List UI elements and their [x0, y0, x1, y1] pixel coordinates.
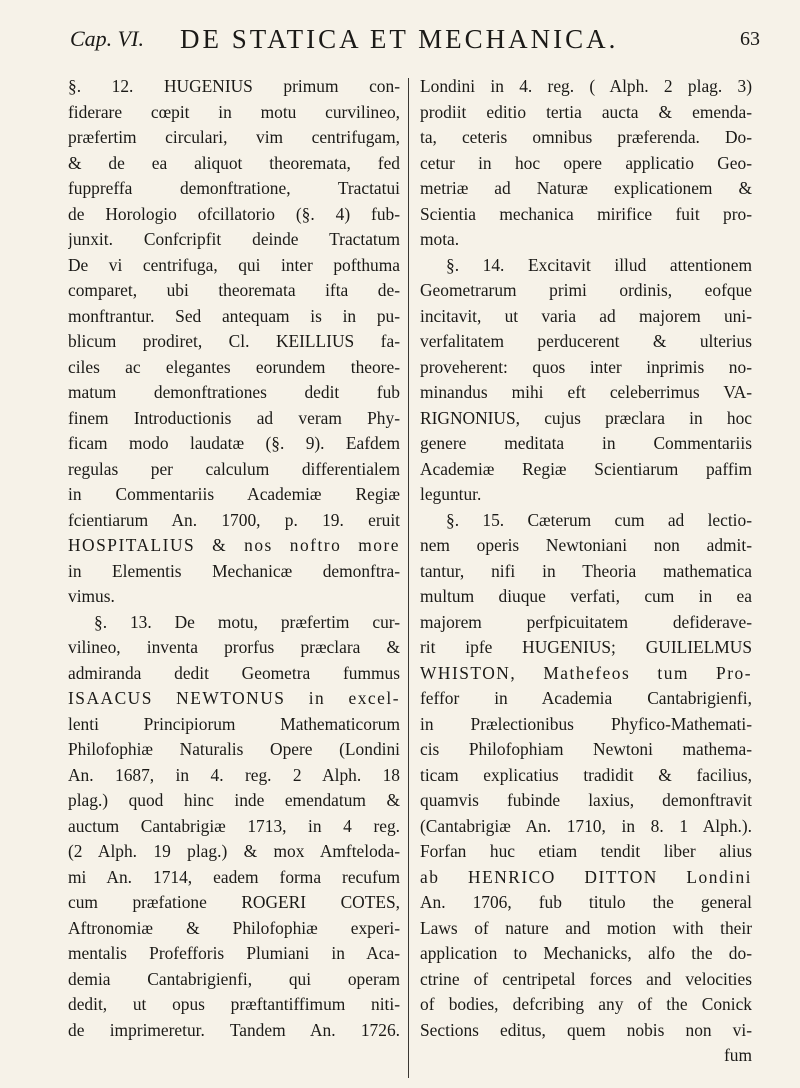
text-line: incitavit, ut varia ad majorem uni- [420, 305, 752, 326]
text-line: fiderare cœpit in motu curvilineo, [68, 101, 400, 122]
text-line: mentalis Profefforis Plumiani in Aca- [68, 943, 400, 963]
text-line: leguntur. [420, 484, 482, 504]
text-line: ticam explicatius tradidit & facilius, [420, 764, 752, 785]
text-line: feffor in Academia Cantabrigienfi, [420, 688, 752, 708]
chapter-label: Cap. VI. [70, 26, 144, 51]
text-line: de imprimeretur. Tandem An. 1726. [68, 1019, 400, 1040]
text-line: dedit, ut opus præftantiffimum niti- [68, 994, 400, 1014]
text-line: Scientia mechanica mirifice fuit pro- [420, 203, 752, 224]
page-number: 63 [740, 28, 760, 50]
text-line: §. 15. Cæterum cum ad lectio- [446, 509, 752, 530]
text-line: quamvis fubinde laxius, demonftravit [420, 790, 752, 810]
text-line: admiranda dedit Geometra fummus [68, 662, 400, 683]
text-line: Academiæ Regiæ Scientiarum paffim [420, 458, 752, 479]
text-line: ctrine of centripetal forces and velocities [420, 968, 752, 989]
text-line: in Commentariis Academiæ Regiæ [68, 484, 400, 504]
text-line: comparet, ubi theoremata ifta de- [68, 280, 400, 300]
text-line: demia Cantabrigienfi, qui operam [68, 968, 400, 989]
text-line: majorem perfpicuitatem defiderave- [420, 611, 752, 632]
text-line: de Horologio ofcillatorio (§. 4) fub- [68, 203, 400, 224]
text-line: of bodies, defcribing any of the Conick [420, 994, 752, 1014]
text-line: mota. [420, 229, 460, 249]
text-line: verfalitatem perducerent & ulterius [420, 331, 752, 351]
text-line: ab HENRICO DITTON Londini [420, 866, 752, 887]
text-line: Laws of nature and motion with their [420, 917, 752, 938]
text-line: ficam modo laudatæ (§. 9). Eafdem [68, 433, 400, 453]
text-line: De vi centrifuga, qui inter pofthuma [68, 254, 400, 275]
running-title: DE STATICA ET MECHANICA. [180, 24, 619, 54]
text-line: regulas per calculum differentialem [68, 458, 400, 479]
text-line: blicum prodiret, Cl. KEILLIUS fa- [68, 331, 400, 351]
text-line: in Elementis Mechanicæ demonftra- [68, 560, 400, 581]
text-line: Londini in 4. reg. ( Alph. 2 plag. 3) [420, 76, 752, 96]
text-line: fum [723, 1045, 752, 1065]
text-line: WHISTON, Mathefeos tum Pro- [420, 662, 752, 683]
text-line: junxit. Confcripfit deinde Tractatum [68, 229, 400, 249]
text-line: Philofophiæ Naturalis Opere (Londini [68, 739, 400, 759]
column-divider [408, 78, 409, 1078]
text-line: genere meditata in Commentariis [420, 433, 752, 453]
left-column [68, 74, 400, 1043]
text-line: ciles ac elegantes eorundem theore- [68, 356, 400, 377]
text-line: Forfan huc etiam tendit liber alius [420, 841, 752, 861]
text-line: lenti Principiorum Mathematicorum [68, 713, 400, 734]
text-line: præfertim circulari, vim centrifugam, [68, 127, 400, 147]
text-line: RIGNONIUS, cujus præclara in hoc [420, 407, 752, 428]
text-line: §. 12. HUGENIUS primum con- [68, 76, 400, 96]
text-line: matum demonftrationes dedit fub [68, 382, 400, 402]
text-line: cis Philofophiam Newtoni mathema- [420, 739, 752, 759]
text-line: & de ea aliquot theoremata, fed [68, 152, 400, 173]
text-line: metriæ ad Naturæ explicationem & [420, 178, 752, 198]
text-line: Sections editus, quem nobis non vi- [420, 1019, 752, 1040]
text-line: plag.) quod hinc inde emendatum & [68, 790, 400, 810]
running-header [70, 22, 760, 62]
text-line: fuppreffa demonftratione, Tractatui [68, 178, 400, 198]
text-line: finem Introductionis ad veram Phy- [68, 407, 400, 428]
text-line: ta, ceteris omnibus præferenda. Do- [420, 127, 752, 147]
text-line: ISAACUS NEWTONUS in excel- [68, 688, 400, 708]
text-line: vimus. [68, 586, 115, 606]
text-line: minandus mihi eft celeberrimus VA- [420, 382, 752, 402]
text-line: rit ipfe HUGENIUS; GUILIELMUS [420, 637, 752, 657]
text-line: An. 1687, in 4. reg. 2 Alph. 18 [68, 764, 400, 785]
text-line: in Prælectionibus Phyfico-Mathemati- [420, 713, 752, 734]
text-line: Geometrarum primi ordinis, eofque [420, 280, 752, 300]
text-line: auctum Cantabrigiæ 1713, in 4 reg. [68, 815, 400, 836]
text-line: multum diuque verfati, cum in ea [420, 586, 752, 606]
text-line: nem operis Newtoniani non admit- [420, 535, 752, 555]
text-line: cum præfatione ROGERI COTES, [68, 892, 400, 912]
text-line: application to Mechanicks, alfo the do- [420, 943, 752, 963]
text-line: fcientiarum An. 1700, p. 19. eruit [68, 509, 400, 530]
text-line: §. 14. Excitavit illud attentionem [446, 254, 752, 275]
text-line: mi An. 1714, eadem forma recufum [68, 866, 400, 887]
right-column [420, 74, 752, 1069]
text-line: monftrantur. Sed antequam is in pu- [68, 305, 400, 326]
text-line: (Cantabrigiæ An. 1710, in 8. 1 Alph.). [420, 815, 752, 836]
text-line: (2 Alph. 19 plag.) & mox Amftelodа- [68, 841, 400, 861]
text-line: HOSPITALIUS & nos noftro more [68, 535, 400, 555]
text-line: prodiit editio tertia aucta & emenda- [420, 101, 752, 122]
text-line: An. 1706, fub titulo the general [420, 892, 752, 912]
text-line: §. 13. De motu, præfertim cur- [94, 611, 400, 632]
text-line: tantur, nifi in Theoria mathematica [420, 560, 752, 581]
text-line: proveherent: quos inter inprimis no- [420, 356, 752, 377]
text-line: vilineo, inventa prorfus præclara & [68, 637, 400, 657]
text-line: Aftronomiæ & Philofophiæ experi- [68, 917, 400, 938]
text-line: cetur in hoc opere applicatio Geo- [420, 152, 752, 173]
